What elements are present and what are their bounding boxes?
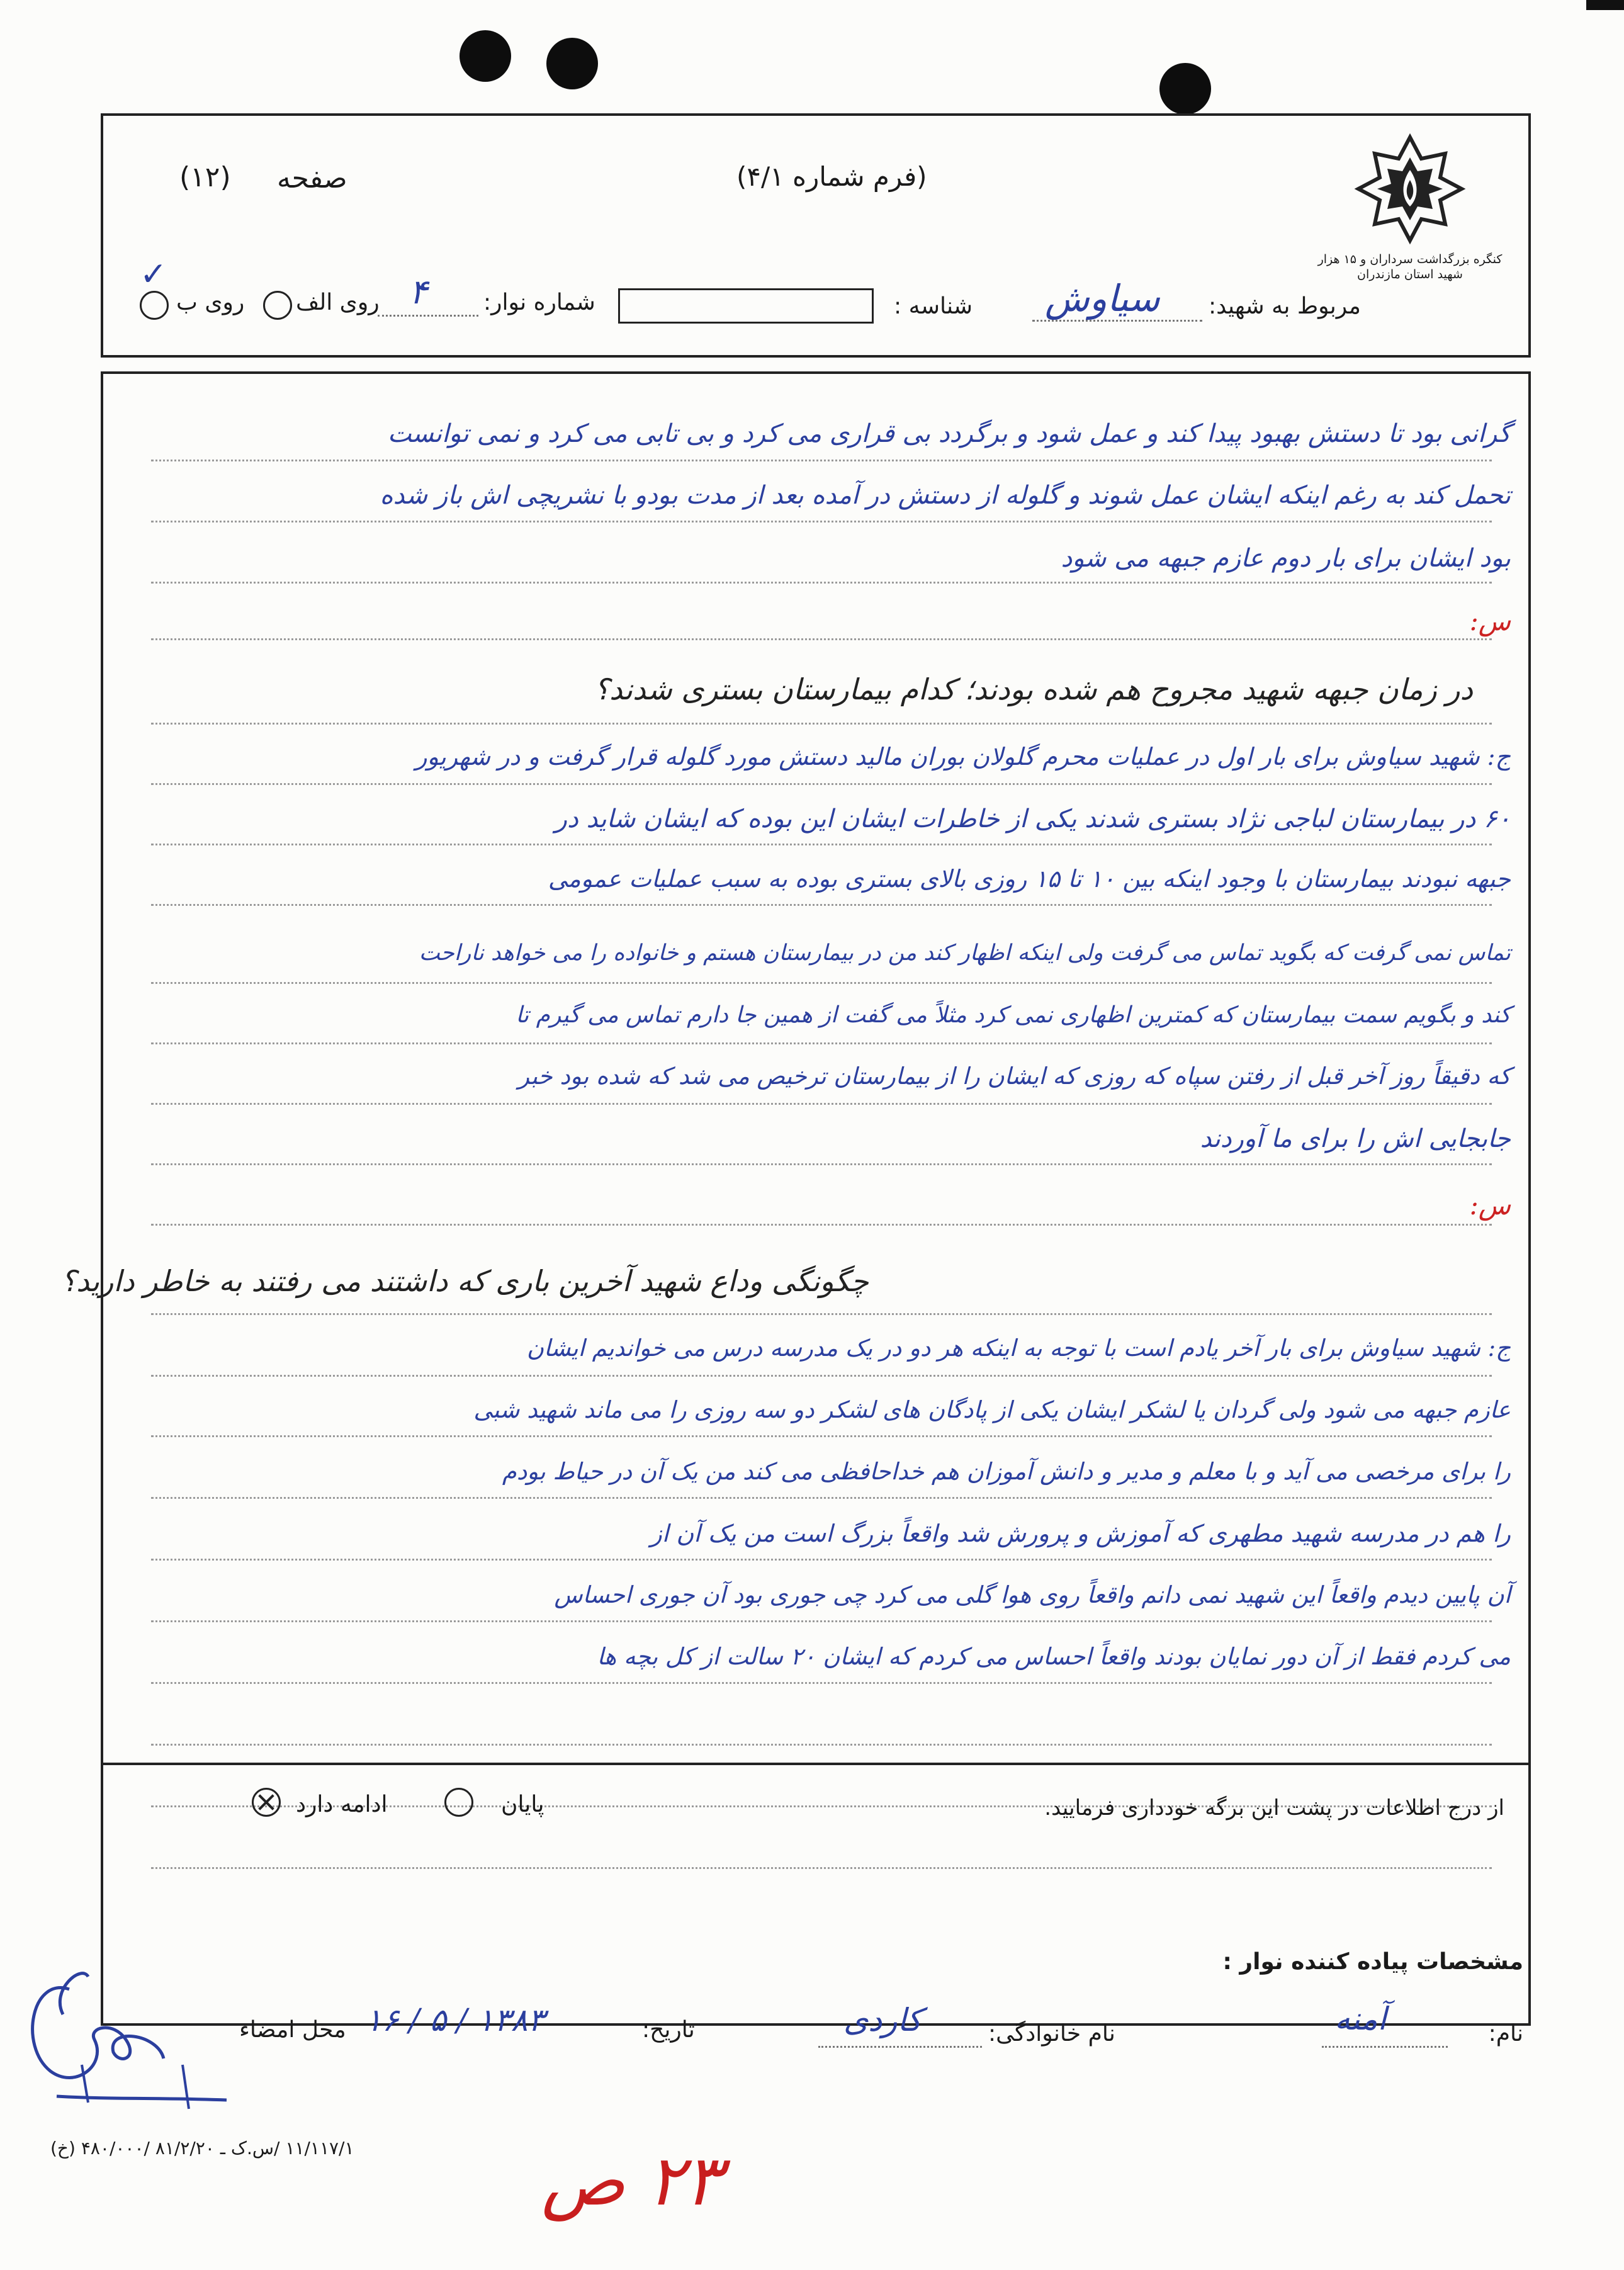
transcript-line-3: بود ایشان برای بار دوم عازم جبهه می شود [1061,544,1511,573]
rule-line [151,844,1492,845]
side-b-radio[interactable] [140,291,169,320]
punch-hole-2 [546,38,598,89]
rule-line [151,460,1492,461]
page-number: (۱۲) [179,161,231,193]
rule-line [151,1497,1492,1499]
side-b-label: روی ب [176,290,245,315]
name-field-line [1322,2046,1448,2048]
family-label: نام خانوادگی: [988,2021,1115,2047]
org-name: کنگره بزرگداشت سرداران و ۱۵ هزار شهید استان مازندران [1317,252,1503,281]
transcript-box [101,371,1531,2026]
rule-line [151,521,1492,522]
transcript-line-1: گرانی بود تا دستش بهبود پیدا کند و عمل شود و برگردد بی قراری می کرد و بی تابی می کرد و نمی توانست [387,419,1511,448]
rule-line [151,1375,1492,1377]
name-value: آمنه [1334,2001,1387,2037]
rule-line [151,723,1492,725]
question-2: چگونگی وداع شهید آخرین باری که داشتند می رفتند به خاطر دارید؟ [60,1264,869,1298]
rule-line [151,1559,1492,1561]
signature-image [13,1951,239,2115]
transcript-line-9: تماس نمی گرفت که بگوید تماس می گرفت ولی اینکه اظهار کند من در بیمارستان هستم و خانواده را می خواهد ناراحت [419,940,1511,966]
end-radio[interactable] [444,1788,473,1817]
rule-line [151,1224,1492,1226]
side-b-checkmark-icon: ✓ [140,256,167,293]
side-a-radio[interactable] [263,291,292,320]
rule-line [151,582,1492,584]
question-marker-2: س: [1469,1190,1511,1221]
continue-label: ادامه دارد [296,1792,388,1817]
org-logo [1353,132,1467,246]
footer-note: از درج اطلاعات در پشت این برگه خودداری فرمایید. [1044,1795,1504,1821]
date-value: ۱۳۸۳ / ۵ / ۱۶ [365,2002,545,2038]
transcript-line-8: جبهه نبودند بیمارستان با وجود اینکه بین ۱۰ تا ۱۵ روزی بالای بستری بوده به سبب عملیات عمومی [548,865,1511,893]
rule-line [151,1744,1492,1746]
rule-line [151,638,1492,640]
family-field-line [818,2046,982,2048]
transcript-line-15: ج: شهید سیاوش برای بار آخر یادم است با توجه به اینکه هر دو در یک مدرسه درس می خواندیم ایشان [526,1335,1511,1362]
side-a-label: روی الف [296,290,380,315]
id-field[interactable] [618,288,874,324]
transcript-line-20: می کردم فقط از آن دور نمایان بودند واقعاً احساس می کردم که ایشان ۲۰ سالت از کل بچه ها [597,1643,1511,1670]
print-code: ۱۱/۱۱۷/۱ /س.ک ـ ۸۱/۲/۲۰ /۴۸۰/۰۰۰ (خ) [50,2138,354,2159]
rule-line [151,1435,1492,1437]
id-label: شناسه : [894,293,973,319]
martyr-field-line [1032,320,1202,322]
rule-line [151,783,1492,785]
continue-radio-checked[interactable] [252,1788,281,1817]
date-label: تاریخ: [642,2017,695,2043]
family-value: کاردی [843,2002,922,2038]
page-mark: ۲۳ ص [541,2140,722,2221]
rule-line [151,982,1492,984]
transcript-line-19: آن پایین دیدم واقعاً این شهید نمی دانم واقعاً روی هوا گلی می کرد چی جوری بود آن جوری احساس [554,1581,1511,1608]
interviewer-section-title: مشخصات پیاده کننده نوار : [1222,1949,1523,1975]
transcript-line-6: ج: شهید سیاوش برای بار اول در عملیات محرم گلولان بوران مالید دستش مورد گلوله قرار گرفت و در شهریور [415,743,1511,771]
question-marker-1: س: [1469,606,1511,636]
edge-mark [1586,0,1624,10]
rule-line [151,1313,1492,1315]
name-label: نام: [1488,2021,1523,2047]
tape-field-line [378,315,478,317]
transcript-line-18: را هم در مدرسه شهید مطهری که آموزش و پرورش شد واقعاً بزرگ است من یک آن از [650,1520,1511,1547]
signature-icon [13,1951,239,2115]
question-1: در زمان جبهه شهید مجروح هم شده بودند؛ کدام بیمارستان بستری شدند؟ [594,672,1473,706]
transcript-line-17: را برای مرخصی می آید و با معلم و مدیر و دانش آموزان هم خداحافظی می کند من یک آن در حیاط بودم [502,1458,1511,1485]
transcript-line-10: کند و بگویم سمت بیمارستان که کمترین اظهاری نمی کرد مثلاً می گفت از همین جا دارم تماس می گیرم تا [516,1002,1511,1028]
martyr-label: مربوط به شهید: [1209,293,1361,319]
transcript-line-16: عازم جبهه می شود ولی گردان یا لشکر ایشان یکی از پادگان های لشکر دو سه روزی را می ماند شهید شبی [473,1396,1511,1423]
logo-emblem-icon [1353,132,1467,246]
page-label: صفحه [277,162,347,195]
transcript-line-7: ۶۰ در بیمارستان لباجی نژاد بستری شدند یکی از خاطرات ایشان این بوده که ایشان شاید در [555,805,1511,833]
end-label: پایان [501,1792,544,1817]
rule-line [151,1867,1492,1869]
rule-line [151,1163,1492,1165]
rule-line [151,1682,1492,1684]
rule-line [151,1620,1492,1622]
punch-hole-1 [460,30,511,82]
rule-line [151,1042,1492,1044]
transcript-line-2: تحمل کند به رغم اینکه ایشان عمل شوند و گلوله از دستش در آمده بعد از مدت بودو با نشریچی اش باز شده [380,481,1511,510]
punch-hole-3 [1159,63,1211,115]
tape-label: شماره نوار: [483,290,595,315]
tape-value: ۴ [409,272,428,312]
rule-line [151,904,1492,906]
form-number: (فرم شماره ۴/۱) [736,161,927,192]
transcript-line-11: که دقیقاً روز آخر قبل از رفتن سپاه که روزی که ایشان را از بیمارستان ترخیص می شد که شده بود خبر [518,1063,1511,1090]
transcript-line-12: جابجایی اش را برای ما آوردند [1200,1124,1511,1153]
rule-line [151,1103,1492,1105]
footer-divider [103,1763,1528,1765]
martyr-value: سیاوش [1045,277,1160,320]
signature-label: محل امضاء [239,2017,346,2043]
